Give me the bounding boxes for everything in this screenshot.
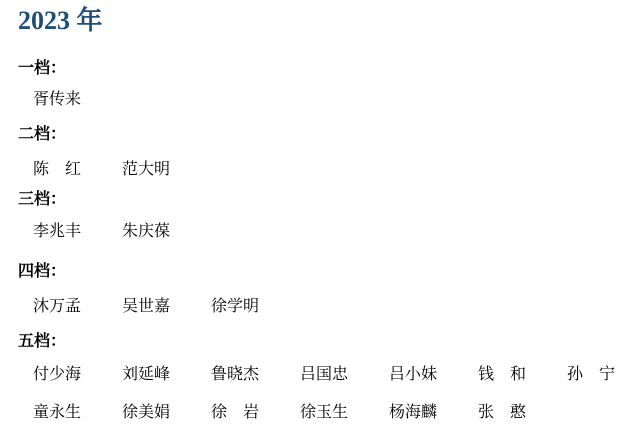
person-name: 鲁晓杰 xyxy=(211,366,260,383)
person-name: 徐玉生 xyxy=(300,404,349,421)
person-name: 徐学明 xyxy=(211,298,260,315)
person-name: 吕国忠 xyxy=(300,366,349,383)
person-name: 李兆丰 xyxy=(33,223,82,240)
tier-section-3 xyxy=(18,190,622,242)
person-name: 刘延峰 xyxy=(122,366,171,383)
person-name: 孙 宁 xyxy=(567,366,616,383)
tier-3-label: 三档： xyxy=(18,191,67,208)
tier-section-5 xyxy=(18,332,622,423)
person-name: 吴世嘉 xyxy=(122,298,171,315)
person-name: 付少海 xyxy=(33,366,82,383)
person-name: 吕小妹 xyxy=(389,366,438,383)
person-name: 范大明 xyxy=(122,161,171,178)
person-name: 童永生 xyxy=(33,404,82,421)
person-name: 徐美娟 xyxy=(122,404,171,421)
tier-5-name-row-1 xyxy=(18,365,622,385)
tier-section-1 xyxy=(18,59,622,110)
tier-2-name-row xyxy=(18,160,622,180)
person-name: 杨海麟 xyxy=(389,404,438,421)
tier-5-name-row-2 xyxy=(18,403,622,423)
person-name: 朱庆葆 xyxy=(122,223,171,240)
person-name: 钱 和 xyxy=(478,366,527,383)
tier-3-name-row xyxy=(18,222,622,242)
person-name: 张 憨 xyxy=(478,404,527,421)
tier-1-label: 一档： xyxy=(18,60,67,77)
person-name: 陈 红 xyxy=(33,161,82,178)
page-title: 2023 年 xyxy=(18,6,103,35)
person-name: 胥传来 xyxy=(33,91,82,108)
tier-4-name-row xyxy=(18,297,622,317)
tier-section-2 xyxy=(18,125,622,180)
person-name: 沐万孟 xyxy=(33,298,82,315)
tier-5-label: 五档： xyxy=(18,333,67,350)
person-name: 徐 岩 xyxy=(211,404,260,421)
tier-section-4 xyxy=(18,262,622,317)
tier-4-label: 四档： xyxy=(18,263,67,280)
tier-1-name-row xyxy=(18,90,622,110)
tier-2-label: 二档： xyxy=(18,126,67,143)
